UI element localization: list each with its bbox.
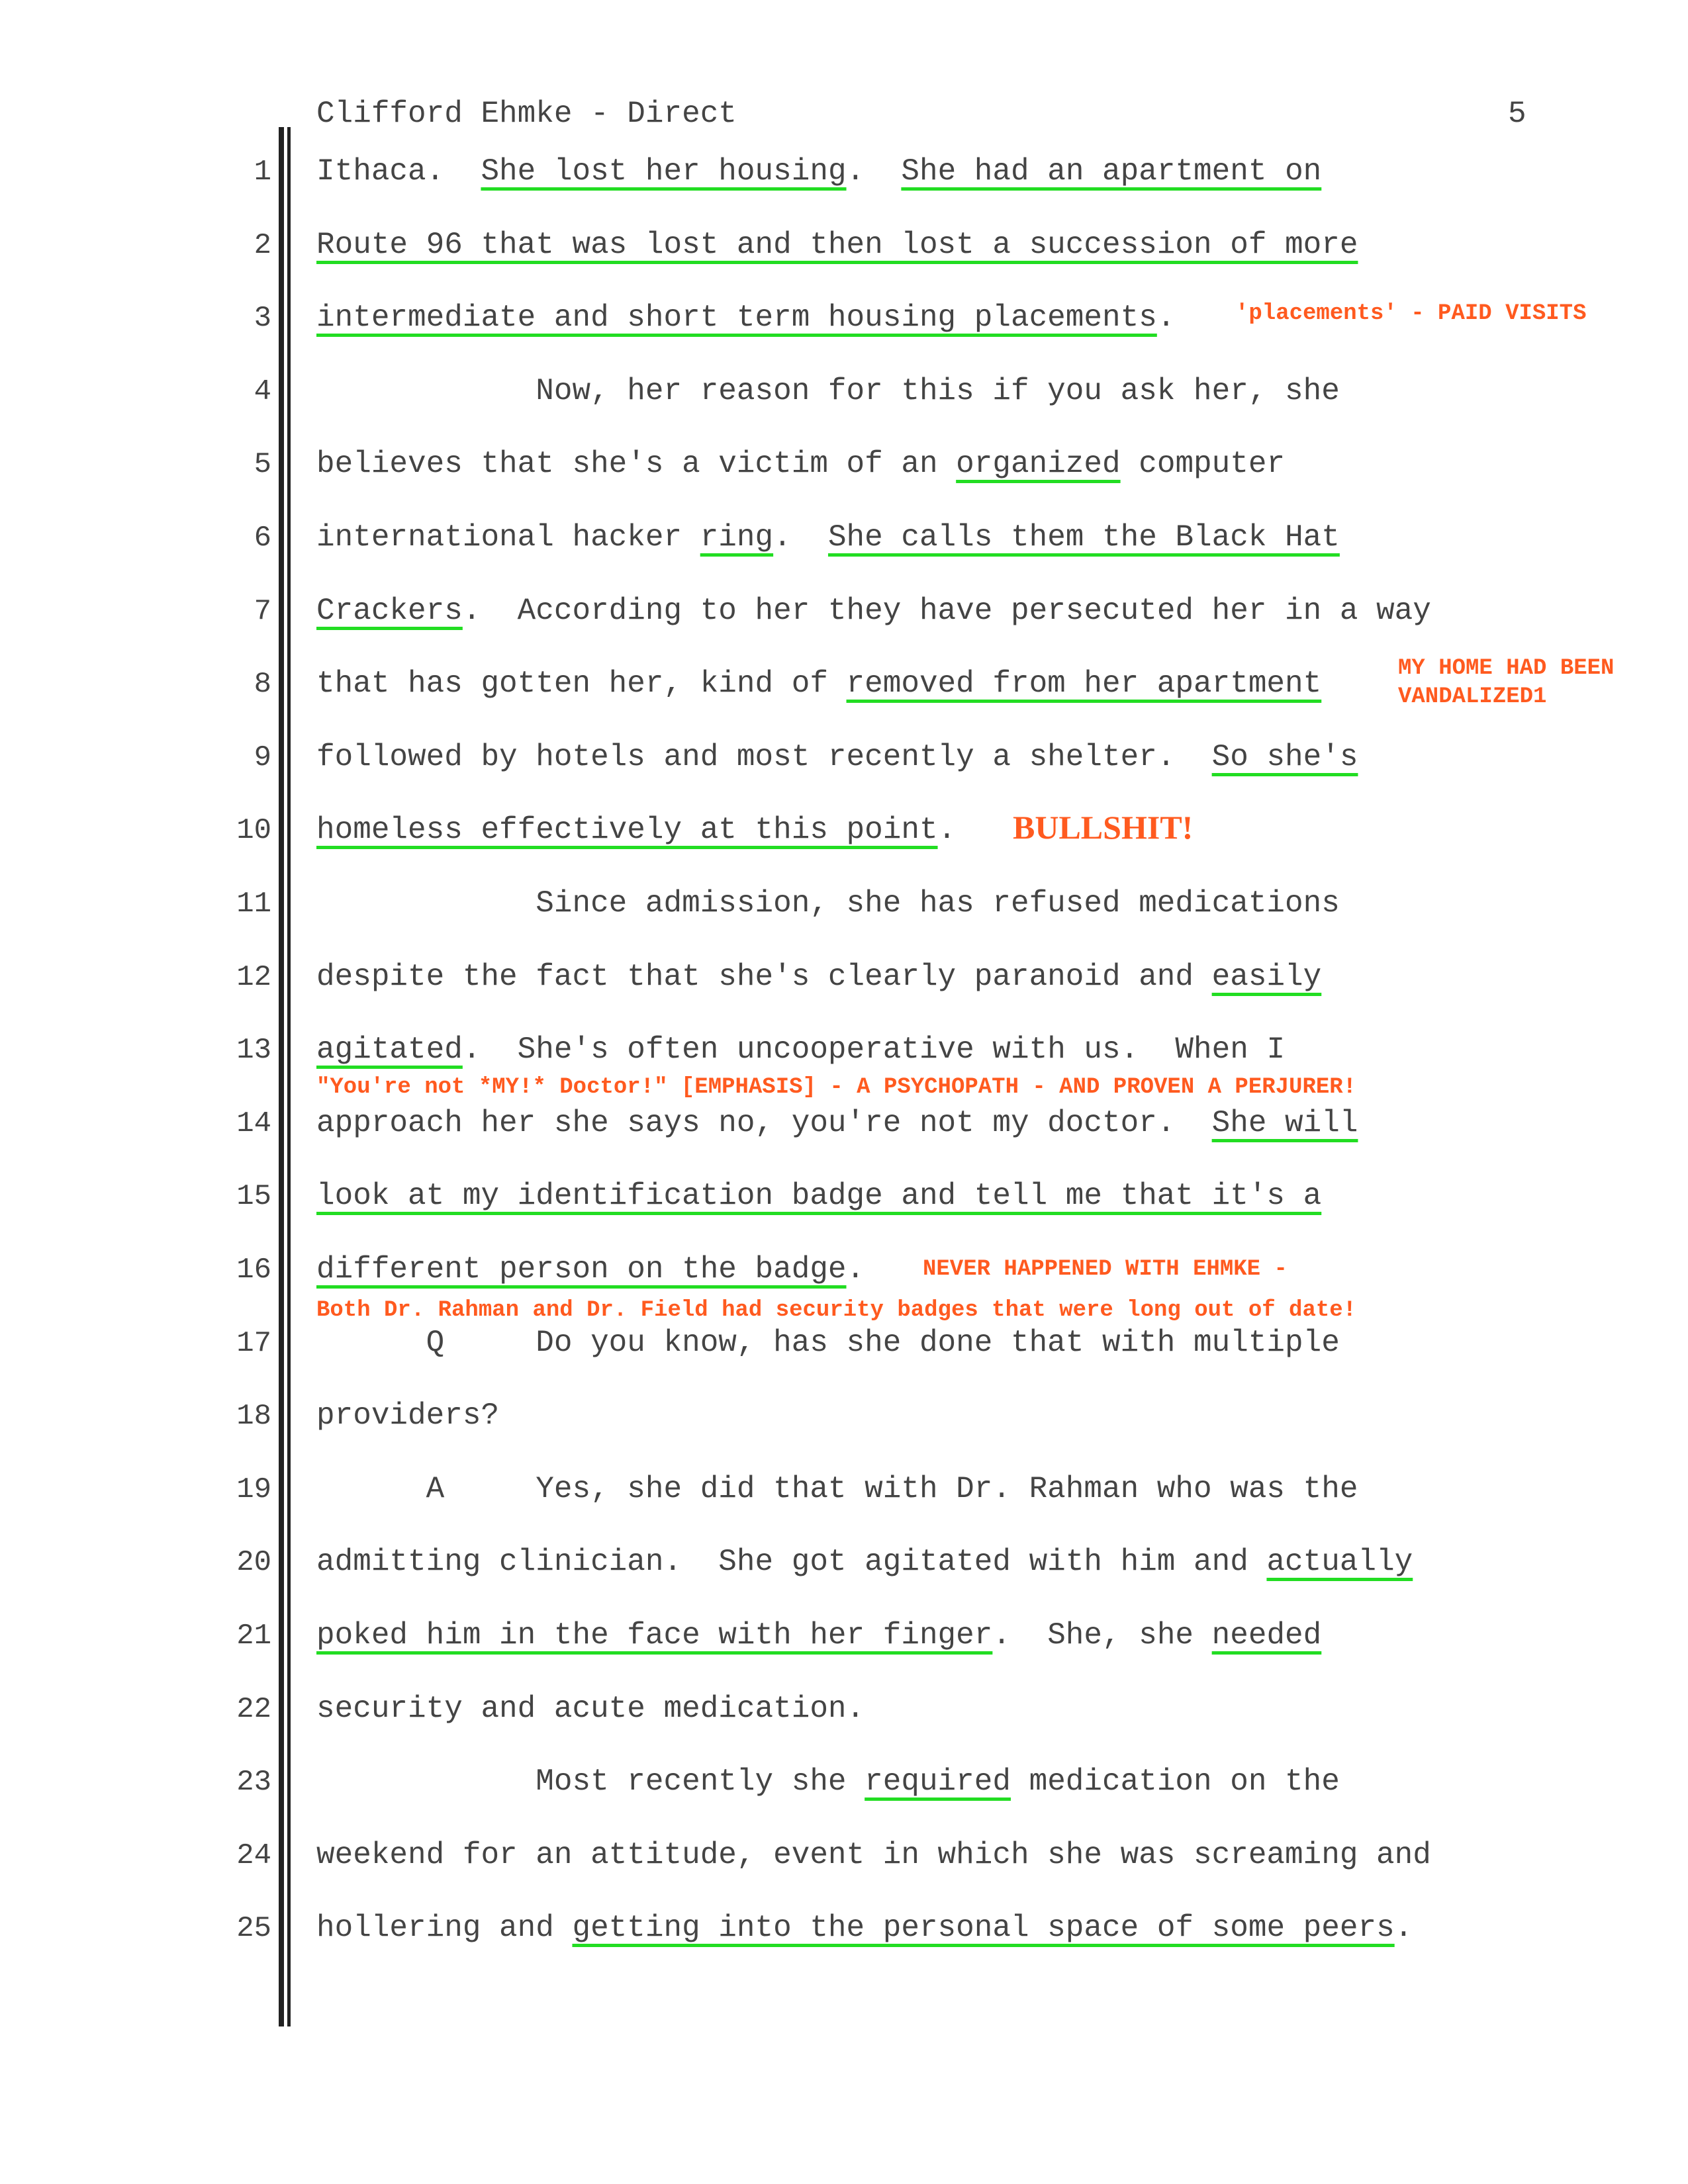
line-text: Since admission, she has refused medications <box>316 886 1340 921</box>
transcript-line <box>316 1034 1285 1065</box>
line-text: . <box>1156 300 1176 335</box>
transcript-line <box>316 156 1321 187</box>
transcript-line <box>316 668 1321 699</box>
line-number: 10 <box>236 814 271 847</box>
underlined-phrase: look at my identification badge and tell me that it's a <box>316 1179 1322 1213</box>
transcript-line <box>316 596 1431 626</box>
line-number: 24 <box>236 1839 271 1872</box>
page-header-title: Clifford Ehmke - Direct <box>316 97 737 131</box>
underlined-phrase: She calls them the Black Hat <box>827 520 1340 555</box>
transcript-line <box>316 230 1358 260</box>
transcript-line <box>316 1694 865 1724</box>
line-text: . She's often uncooperative with us. When I <box>462 1032 1286 1067</box>
line-number: 22 <box>236 1693 271 1726</box>
underlined-phrase: easily <box>1211 960 1322 994</box>
line-number: 6 <box>254 522 271 555</box>
line-number: 5 <box>254 448 271 481</box>
line-text: Q Do you know, has she done that with multiple <box>316 1326 1340 1360</box>
page-number: 5 <box>1508 97 1526 131</box>
underlined-phrase: homeless effectively at this point <box>316 813 938 847</box>
margin-rule-right <box>287 127 291 2026</box>
transcript-line <box>316 962 1321 992</box>
transcript-line <box>316 1108 1358 1138</box>
line-text: . <box>846 1252 865 1287</box>
annotation-home-vandalized-line2: VANDALIZED1 <box>1398 684 1547 709</box>
line-text: believes that she's a victim of an <box>316 447 957 481</box>
line-number: 2 <box>254 229 271 262</box>
underlined-phrase: required <box>865 1764 1011 1799</box>
line-text: approach her she says no, you're not my doctor. <box>316 1106 1212 1140</box>
annotation-bullshit: BULLSHIT! <box>1013 809 1194 846</box>
underlined-phrase: poked him in the face with her finger <box>316 1618 993 1653</box>
transcript-line <box>316 1840 1431 1870</box>
line-text: . <box>937 813 957 847</box>
underlined-phrase: She will <box>1211 1106 1358 1140</box>
transcript-line <box>316 522 1340 553</box>
line-text: providers? <box>316 1398 500 1433</box>
annotation-placements: 'placements' - PAID VISITS <box>1235 301 1587 326</box>
underlined-phrase: actually <box>1266 1545 1413 1579</box>
transcript-line <box>316 815 956 845</box>
line-number: 14 <box>236 1107 271 1140</box>
line-number: 19 <box>236 1473 271 1506</box>
underlined-phrase: Crackers <box>316 594 463 628</box>
underlined-phrase: She had an apartment on <box>901 154 1322 189</box>
annotation-doctor: "You're not *MY!* Doctor!" [EMPHASIS] - A PSYCHOPATH - AND PROVEN A PERJURER! <box>316 1075 1357 1100</box>
annotation-home-vandalized-line1: MY HOME HAD BEEN <box>1398 656 1615 681</box>
line-text: . <box>1394 1911 1413 1945</box>
annotation-badges: Both Dr. Rahman and Dr. Field had security badges that were long out of date! <box>316 1298 1357 1323</box>
underlined-phrase: removed from her apartment <box>846 666 1322 701</box>
line-text: that has gotten her, kind of <box>316 666 847 701</box>
underlined-phrase: So she's <box>1211 740 1358 774</box>
line-number: 20 <box>236 1546 271 1579</box>
line-number: 23 <box>236 1766 271 1799</box>
underlined-phrase: ring <box>700 520 774 555</box>
transcript-line <box>316 302 1175 333</box>
transcript-line <box>316 1620 1321 1651</box>
line-number: 12 <box>236 961 271 994</box>
line-number: 7 <box>254 595 271 628</box>
line-text: international hacker <box>316 520 700 555</box>
line-number: 9 <box>254 741 271 774</box>
margin-rule-left <box>279 127 284 2026</box>
line-number: 18 <box>236 1400 271 1433</box>
line-text: A Yes, she did that with Dr. Rahman who was the <box>316 1472 1358 1506</box>
line-text: followed by hotels and most recently a shelter. <box>316 740 1212 774</box>
line-number: 15 <box>236 1180 271 1213</box>
annotation-never-happened: NEVER HAPPENED WITH EHMKE - <box>923 1257 1288 1282</box>
line-text: Ithaca. <box>316 154 481 189</box>
transcript-line <box>316 449 1285 479</box>
transcript-line <box>316 742 1358 772</box>
line-text: . She, she <box>992 1618 1212 1653</box>
line-text: Now, her reason for this if you ask her, she <box>316 374 1340 408</box>
underlined-phrase: agitated <box>316 1032 463 1067</box>
line-text: admitting clinician. She got agitated with him and <box>316 1545 1267 1579</box>
underlined-phrase: Route 96 that was lost and then lost a succession of more <box>316 228 1358 262</box>
line-text: computer <box>1120 447 1286 481</box>
line-number: 17 <box>236 1327 271 1360</box>
underlined-phrase: getting into the personal space of some peers <box>572 1911 1395 1945</box>
line-text: . <box>773 520 828 555</box>
line-number: 8 <box>254 668 271 701</box>
line-text: hollering and <box>316 1911 573 1945</box>
underlined-phrase: needed <box>1211 1618 1322 1653</box>
transcript-line <box>316 1181 1321 1211</box>
line-text: Most recently she <box>316 1764 865 1799</box>
line-number: 3 <box>254 302 271 335</box>
transcript-line <box>316 1913 1413 1943</box>
transcript-line <box>316 1766 1340 1797</box>
underlined-phrase: organized <box>956 447 1121 481</box>
line-text: medication on the <box>1010 1764 1340 1799</box>
line-number: 16 <box>236 1253 271 1287</box>
transcript-line <box>316 1474 1358 1504</box>
line-number: 21 <box>236 1619 271 1653</box>
line-text: security and acute medication. <box>316 1692 865 1726</box>
line-text: . According to her they have persecuted her in a way <box>462 594 1431 628</box>
underlined-phrase: different person on the badge <box>316 1252 847 1287</box>
transcript-line <box>316 1254 865 1285</box>
transcript-line <box>316 1400 499 1431</box>
line-number: 4 <box>254 375 271 408</box>
transcript-line <box>316 376 1340 406</box>
transcript-line <box>316 1547 1413 1577</box>
line-number: 1 <box>254 156 271 189</box>
underlined-phrase: intermediate and short term housing placements <box>316 300 1157 335</box>
line-text: weekend for an attitude, event in which she was screaming and <box>316 1838 1431 1872</box>
line-number: 25 <box>236 1912 271 1945</box>
line-text: . <box>846 154 902 189</box>
transcript-line <box>316 1328 1340 1358</box>
transcript-line <box>316 888 1340 919</box>
underlined-phrase: She lost her housing <box>481 154 847 189</box>
line-number: 13 <box>236 1034 271 1067</box>
line-text: despite the fact that she's clearly paranoid and <box>316 960 1212 994</box>
line-number: 11 <box>236 887 271 921</box>
